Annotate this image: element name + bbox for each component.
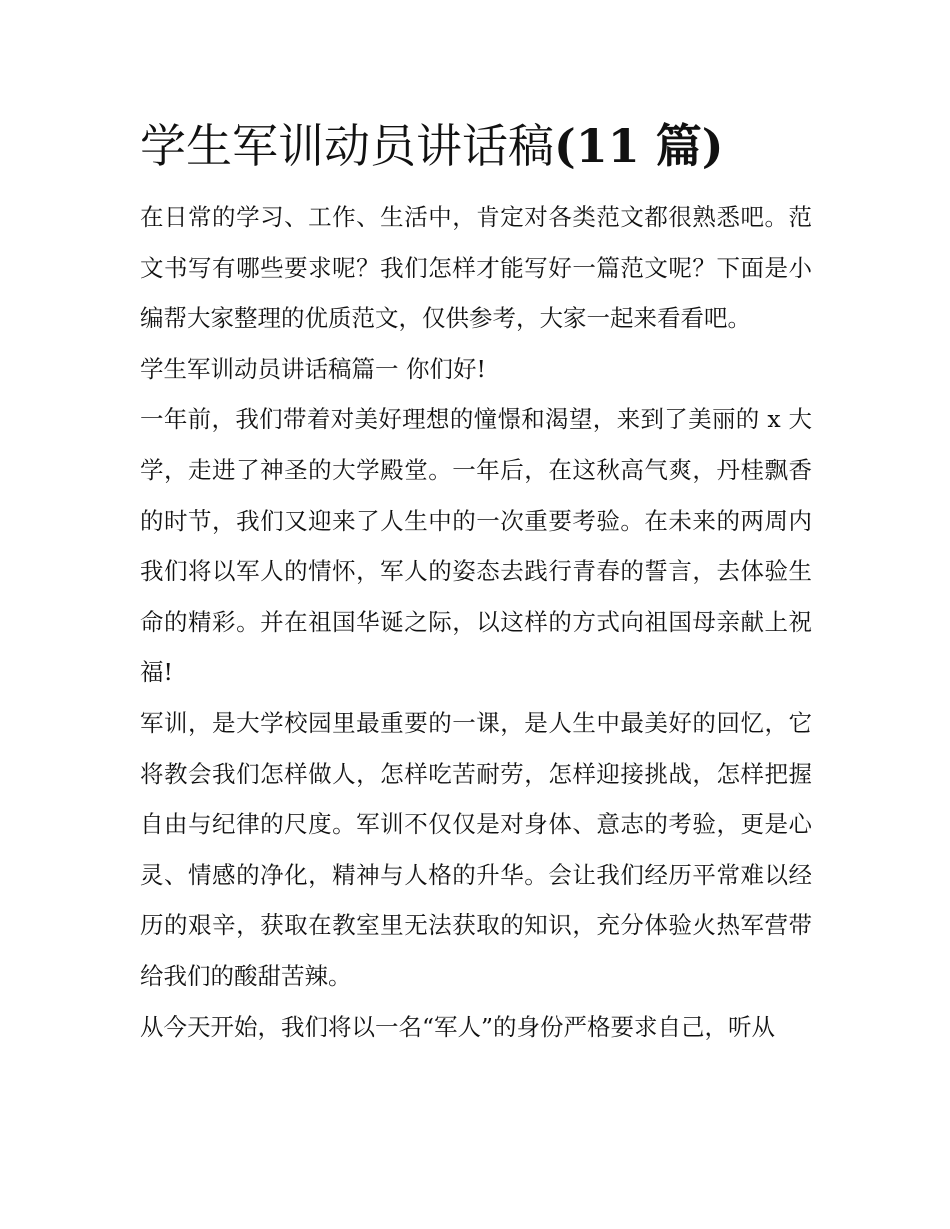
paragraph-military-training: 军训，是大学校园里最重要的一课，是人生中最美好的回忆，它将教会我们怎样做人，怎样吃苦耐劳，怎样迎接挑战，怎样把握自由与纪律的尺度。军训不仅仅是对身体、意志的考验，更是心灵、情感的净化，精神与人格的升华。会让我们经历平常难以经历的艰辛，获取在教室里无法获取的知识，充分体验火热军营带给我们的酸甜苦辣。 xyxy=(140,708,812,990)
document-title xyxy=(140,112,812,180)
document-page xyxy=(140,112,812,1052)
paragraph-intro: 在日常的学习、工作、生活中，肯定对各类范文都很熟悉吧。范文书写有哪些要求呢？我们怎样才能写好一篇范文呢？下面是小编帮大家整理的优质范文，仅供参考，大家一起来看看吧。 xyxy=(140,203,812,333)
paragraph-one-year-ago: 一年前，我们带着对美好理想的憧憬和渴望，来到了美丽的 x 大学，走进了神圣的大学殿堂。一年后，在这秋高气爽，丹桂飘香的时节，我们又迎来了人生中的一次重要考验。在未来的两周内我们将以军人的情怀，军人的姿态去践行青春的誓言，去体验生命的精彩。并在祖国华诞之际，以这样的方式向祖国母亲献上祝福! xyxy=(140,405,812,687)
paragraph-from-today: 从今天开始，我们将以一名“军人”的身份严格要求自己，听从 xyxy=(140,1012,776,1041)
paragraph-section-heading: 学生军训动员讲话稿篇一 你们好! xyxy=(140,354,486,383)
title-count: (11 篇) xyxy=(554,119,724,173)
title-main: 学生军训动员讲话稿 xyxy=(140,119,554,173)
